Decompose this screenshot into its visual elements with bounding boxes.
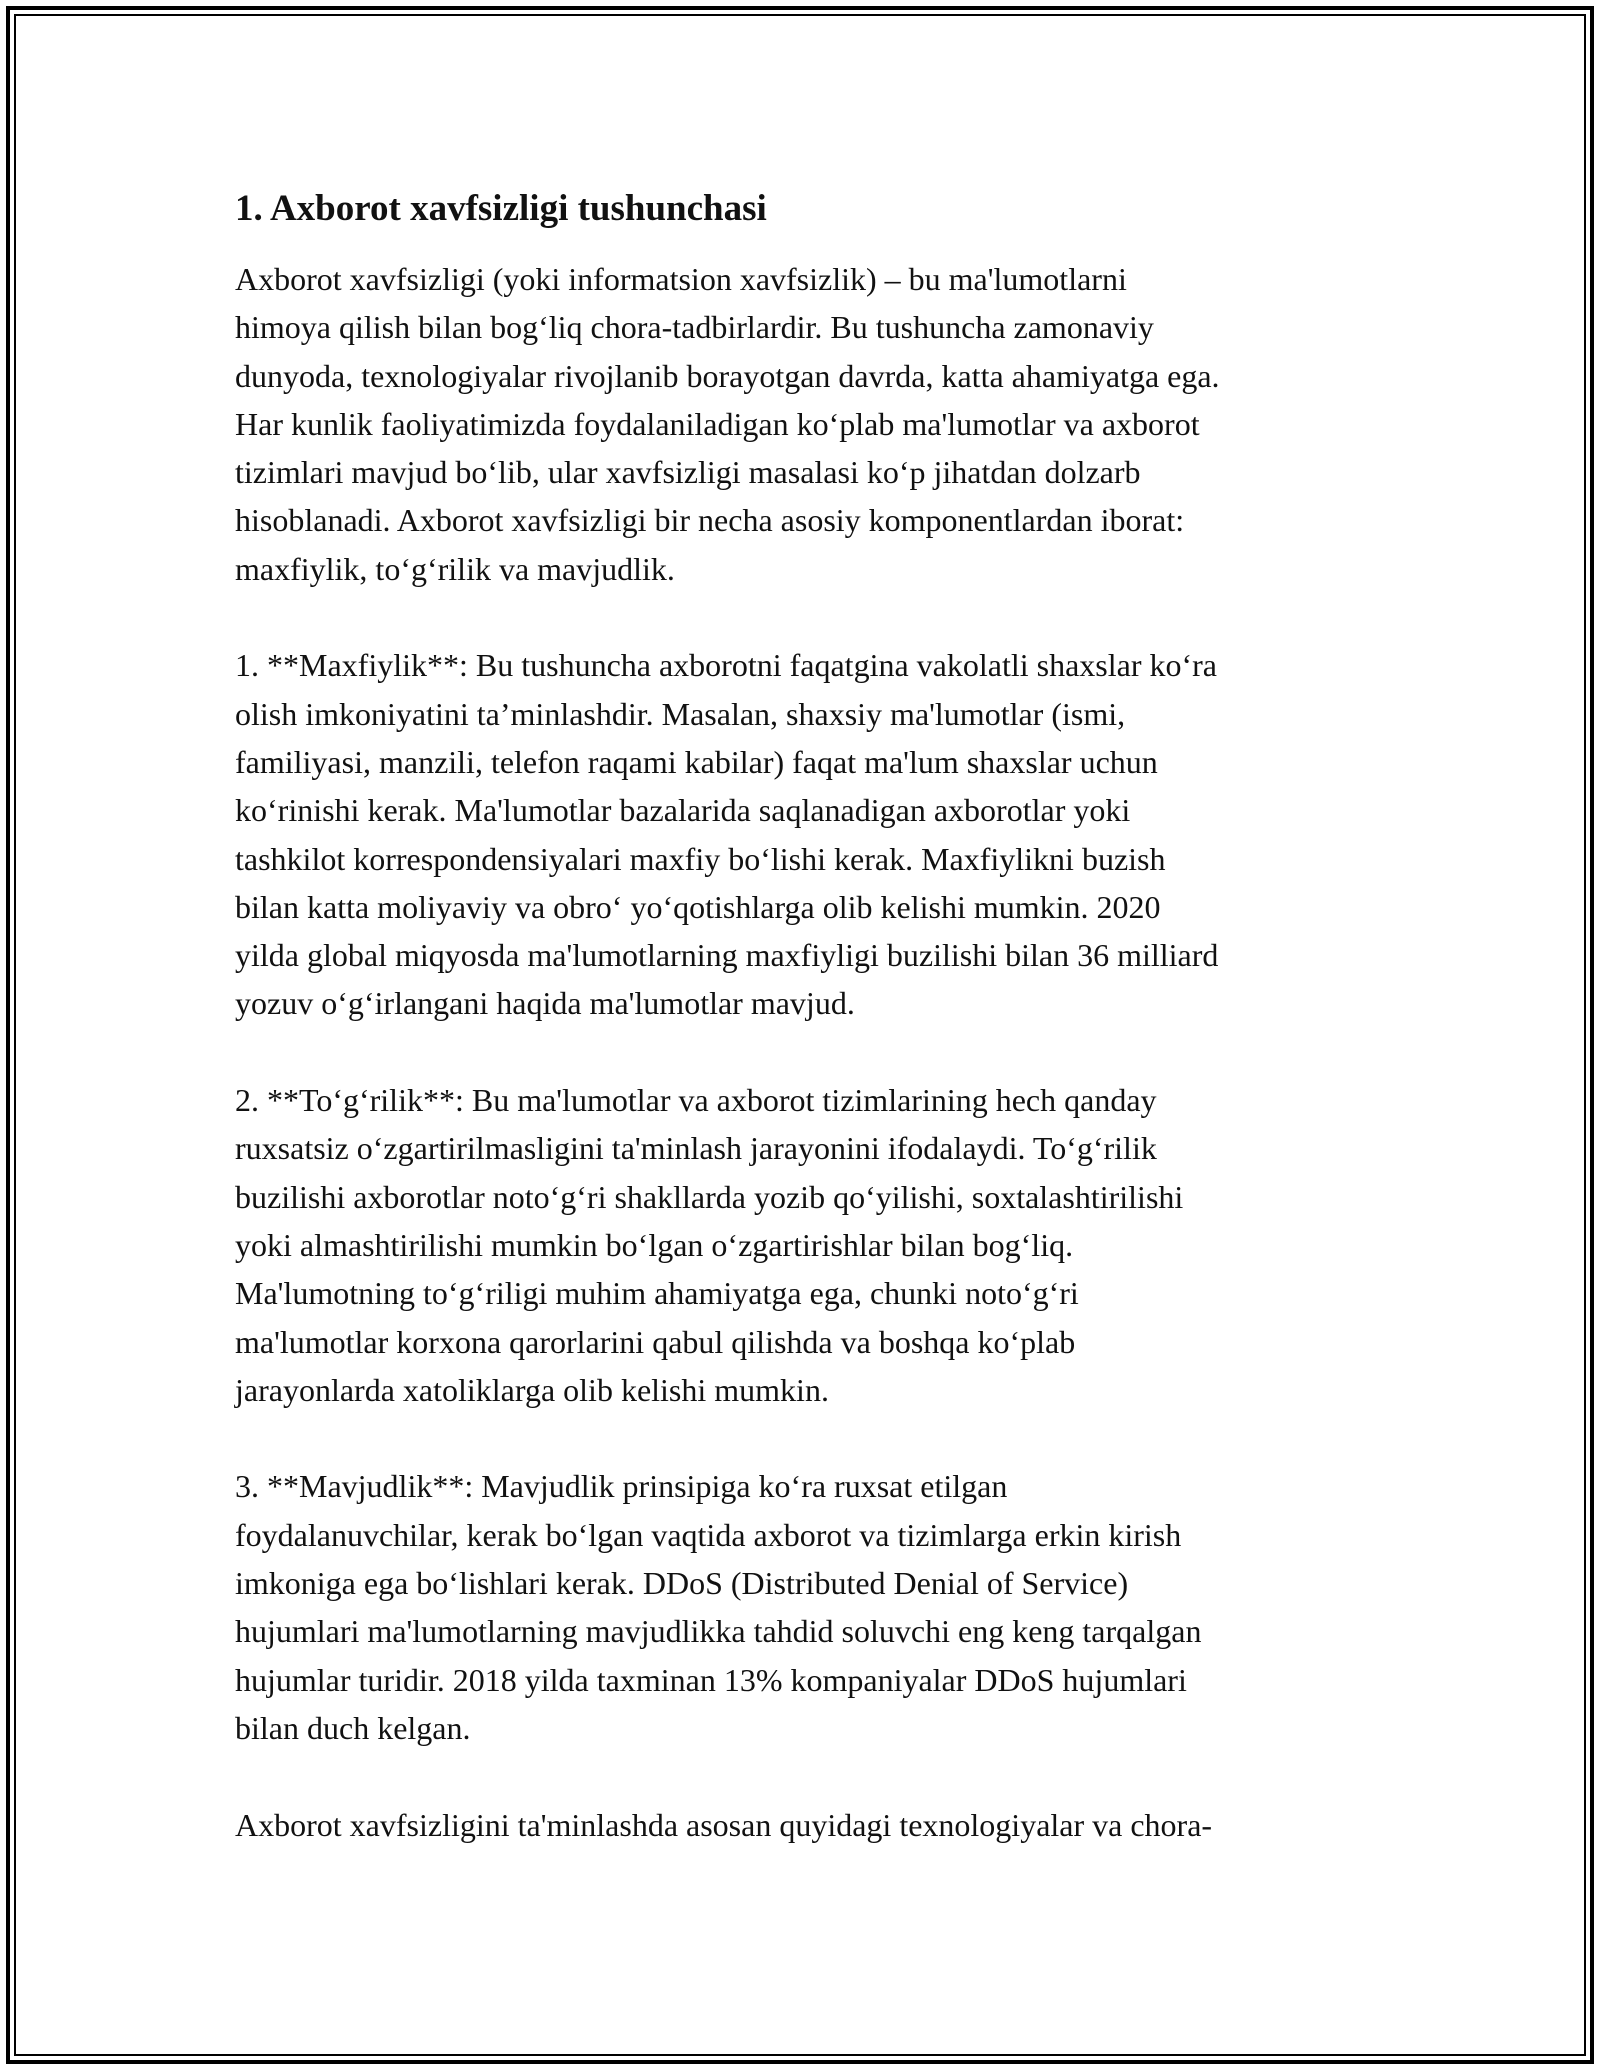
availability-paragraph xyxy=(235,1462,1375,1752)
document-body xyxy=(235,185,1375,1897)
text-line: Axborot xavfsizligini ta'minlashda asosan quyidagi texnologiyalar va chora- xyxy=(235,1806,1213,1843)
text-line: bilan duch kelgan. xyxy=(235,1709,471,1746)
text-line: familiyasi, manzili, telefon raqami kabilar) faqat ma'lum shaxslar uchun xyxy=(235,743,1158,780)
text-line: tashkilot korrespondensiyalari maxfiy bo‘lishi kerak. Maxfiylikni buzish xyxy=(235,840,1166,877)
text-line: maxfiylik, to‘g‘rilik va mavjudlik. xyxy=(235,550,675,587)
text-line: Har kunlik faoliyatimizda foydalaniladigan ko‘plab ma'lumotlar va axborot xyxy=(235,405,1200,442)
text-line: hisoblanadi. Axborot xavfsizligi bir necha asosiy komponentlardan iborat: xyxy=(235,502,1185,539)
text-line: Axborot xavfsizligi (yoki informatsion xavfsizlik) – bu ma'lumotlarni xyxy=(235,261,1127,297)
text-line: hujumlari ma'lumotlarning mavjudlikka tahdid soluvchi eng keng tarqalgan xyxy=(235,1613,1202,1650)
text-line: olish imkoniyatini ta’minlashdir. Masalan, shaxsiy ma'lumotlar (ismi, xyxy=(235,695,1126,732)
text-line: yoki almashtirilishi mumkin bo‘lgan o‘zgartirishlar bilan bog‘liq. xyxy=(235,1226,1074,1263)
text-line: ko‘rinishi kerak. Ma'lumotlar bazalarida saqlanadigan axborotlar yoki xyxy=(235,792,1131,829)
text-line: yilda global miqyosda ma'lumotlarning maxfiyligi buzilishi bilan 36 milliard xyxy=(235,937,1219,974)
text-line: hujumlar turidir. 2018 yilda taxminan 13% kompaniyalar DDoS hujumlari xyxy=(235,1661,1187,1698)
closing-paragraph xyxy=(235,1801,1375,1849)
text-line: ruxsatsiz o‘zgartirilmasligini ta'minlash jarayonini ifodalaydi. To‘g‘rilik xyxy=(235,1130,1157,1167)
text-line: tizimlari mavjud bo‘lib, ular xavfsizligi masalasi ko‘p jihatdan dolzarb xyxy=(235,454,1141,491)
text-line: ma'lumotlar korxona qarorlarini qabul qilishda va boshqa ko‘plab xyxy=(235,1323,1076,1360)
text-line: dunyoda, texnologiyalar rivojlanib borayotgan davrda, katta ahamiyatga ega. xyxy=(235,357,1220,394)
text-line: Ma'lumotning to‘g‘riligi muhim ahamiyatga ega, chunki noto‘g‘ri xyxy=(235,1275,1079,1312)
text-line: jarayonlarda xatoliklarga olib kelishi mumkin. xyxy=(235,1371,829,1408)
text-line: 2. **To‘g‘rilik**: Bu ma'lumotlar va axborot tizimlarining hech qanday xyxy=(235,1082,1157,1119)
confidentiality-paragraph xyxy=(235,641,1375,1027)
text-line: yozuv o‘g‘irlangani haqida ma'lumotlar mavjud. xyxy=(235,985,855,1022)
text-line: imkoniga ega bo‘lishlari kerak. DDoS (Distributed Denial of Service) xyxy=(235,1565,1129,1602)
section-heading: 1. Axborot xavfsizligi tushunchasi xyxy=(235,188,767,229)
integrity-paragraph xyxy=(235,1076,1375,1414)
text-line: foydalanuvchilar, kerak bo‘lgan vaqtida axborot va tizimlarga erkin kirish xyxy=(235,1516,1182,1553)
text-line: himoya qilish bilan bog‘liq chora-tadbirlardir. Bu tushuncha zamonaviy xyxy=(235,309,1154,346)
text-line: 1. **Maxfiylik**: Bu tushuncha axborotni faqatgina vakolatli shaxslar ko‘ra xyxy=(235,647,1217,684)
text-line: buzilishi axborotlar noto‘g‘ri shakllarda yozib qo‘yilishi, soxtalashtirilishi xyxy=(235,1178,1184,1215)
intro-paragraph xyxy=(235,255,1375,593)
text-line: bilan katta moliyaviy va obro‘ yo‘qotishlarga olib kelishi mumkin. 2020 xyxy=(235,888,1161,925)
text-line: 3. **Mavjudlik**: Mavjudlik prinsipiga ko‘ra ruxsat etilgan xyxy=(235,1468,1008,1505)
